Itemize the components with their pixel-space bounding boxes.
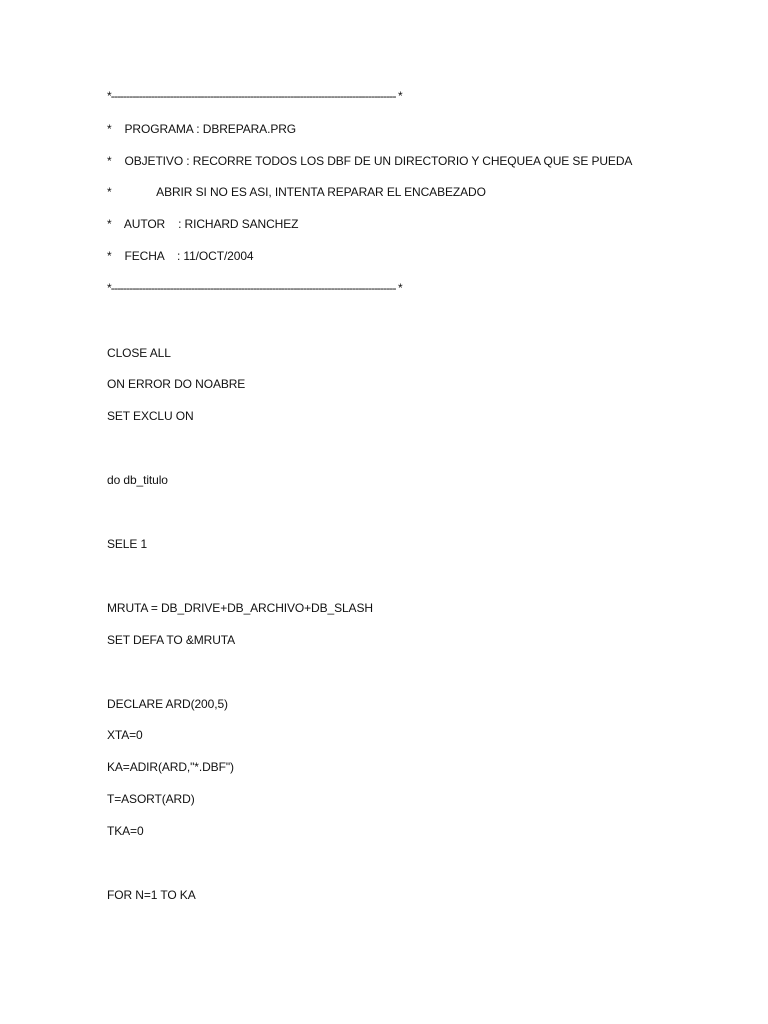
header-border-top: *-------------------------------------------------------------------------------------------- * [107,89,402,103]
header-programa-line: * PROGRAMA : DBREPARA.PRG [107,122,297,136]
code-line-ka: KA=ADIR(ARD,"*.DBF") [107,760,234,774]
header-border-bottom: *-------------------------------------------------------------------------------------------- * [107,281,402,295]
code-line-xta: XTA=0 [107,728,143,742]
header-objetivo-continuation-line: * ABRIR SI NO ES ASI, INTENTA REPARAR EL ENCABEZADO [107,185,486,199]
header-objetivo-line: * OBJETIVO : RECORRE TODOS LOS DBF DE UN DIRECTORIO Y CHEQUEA QUE SE PUEDA [107,154,633,168]
code-line-set-defa: SET DEFA TO &MRUTA [107,633,236,647]
code-line-set-exclu: SET EXCLU ON [107,409,194,423]
code-line-close-all: CLOSE ALL [107,346,171,360]
code-line-t: T=ASORT(ARD) [107,792,195,806]
code-line-for-loop: FOR N=1 TO KA [107,888,196,902]
code-line-mruta: MRUTA = DB_DRIVE+DB_ARCHIVO+DB_SLASH [107,601,373,615]
code-line-sele: SELE 1 [107,537,148,551]
code-line-on-error: ON ERROR DO NOABRE [107,377,246,391]
code-line-do-titulo: do db_titulo [107,473,168,487]
header-autor-line: * AUTOR : RICHARD SANCHEZ [107,217,299,231]
code-line-declare: DECLARE ARD(200,5) [107,697,228,711]
header-fecha-line: * FECHA : 11/OCT/2004 [107,249,254,263]
code-line-tka: TKA=0 [107,824,144,838]
